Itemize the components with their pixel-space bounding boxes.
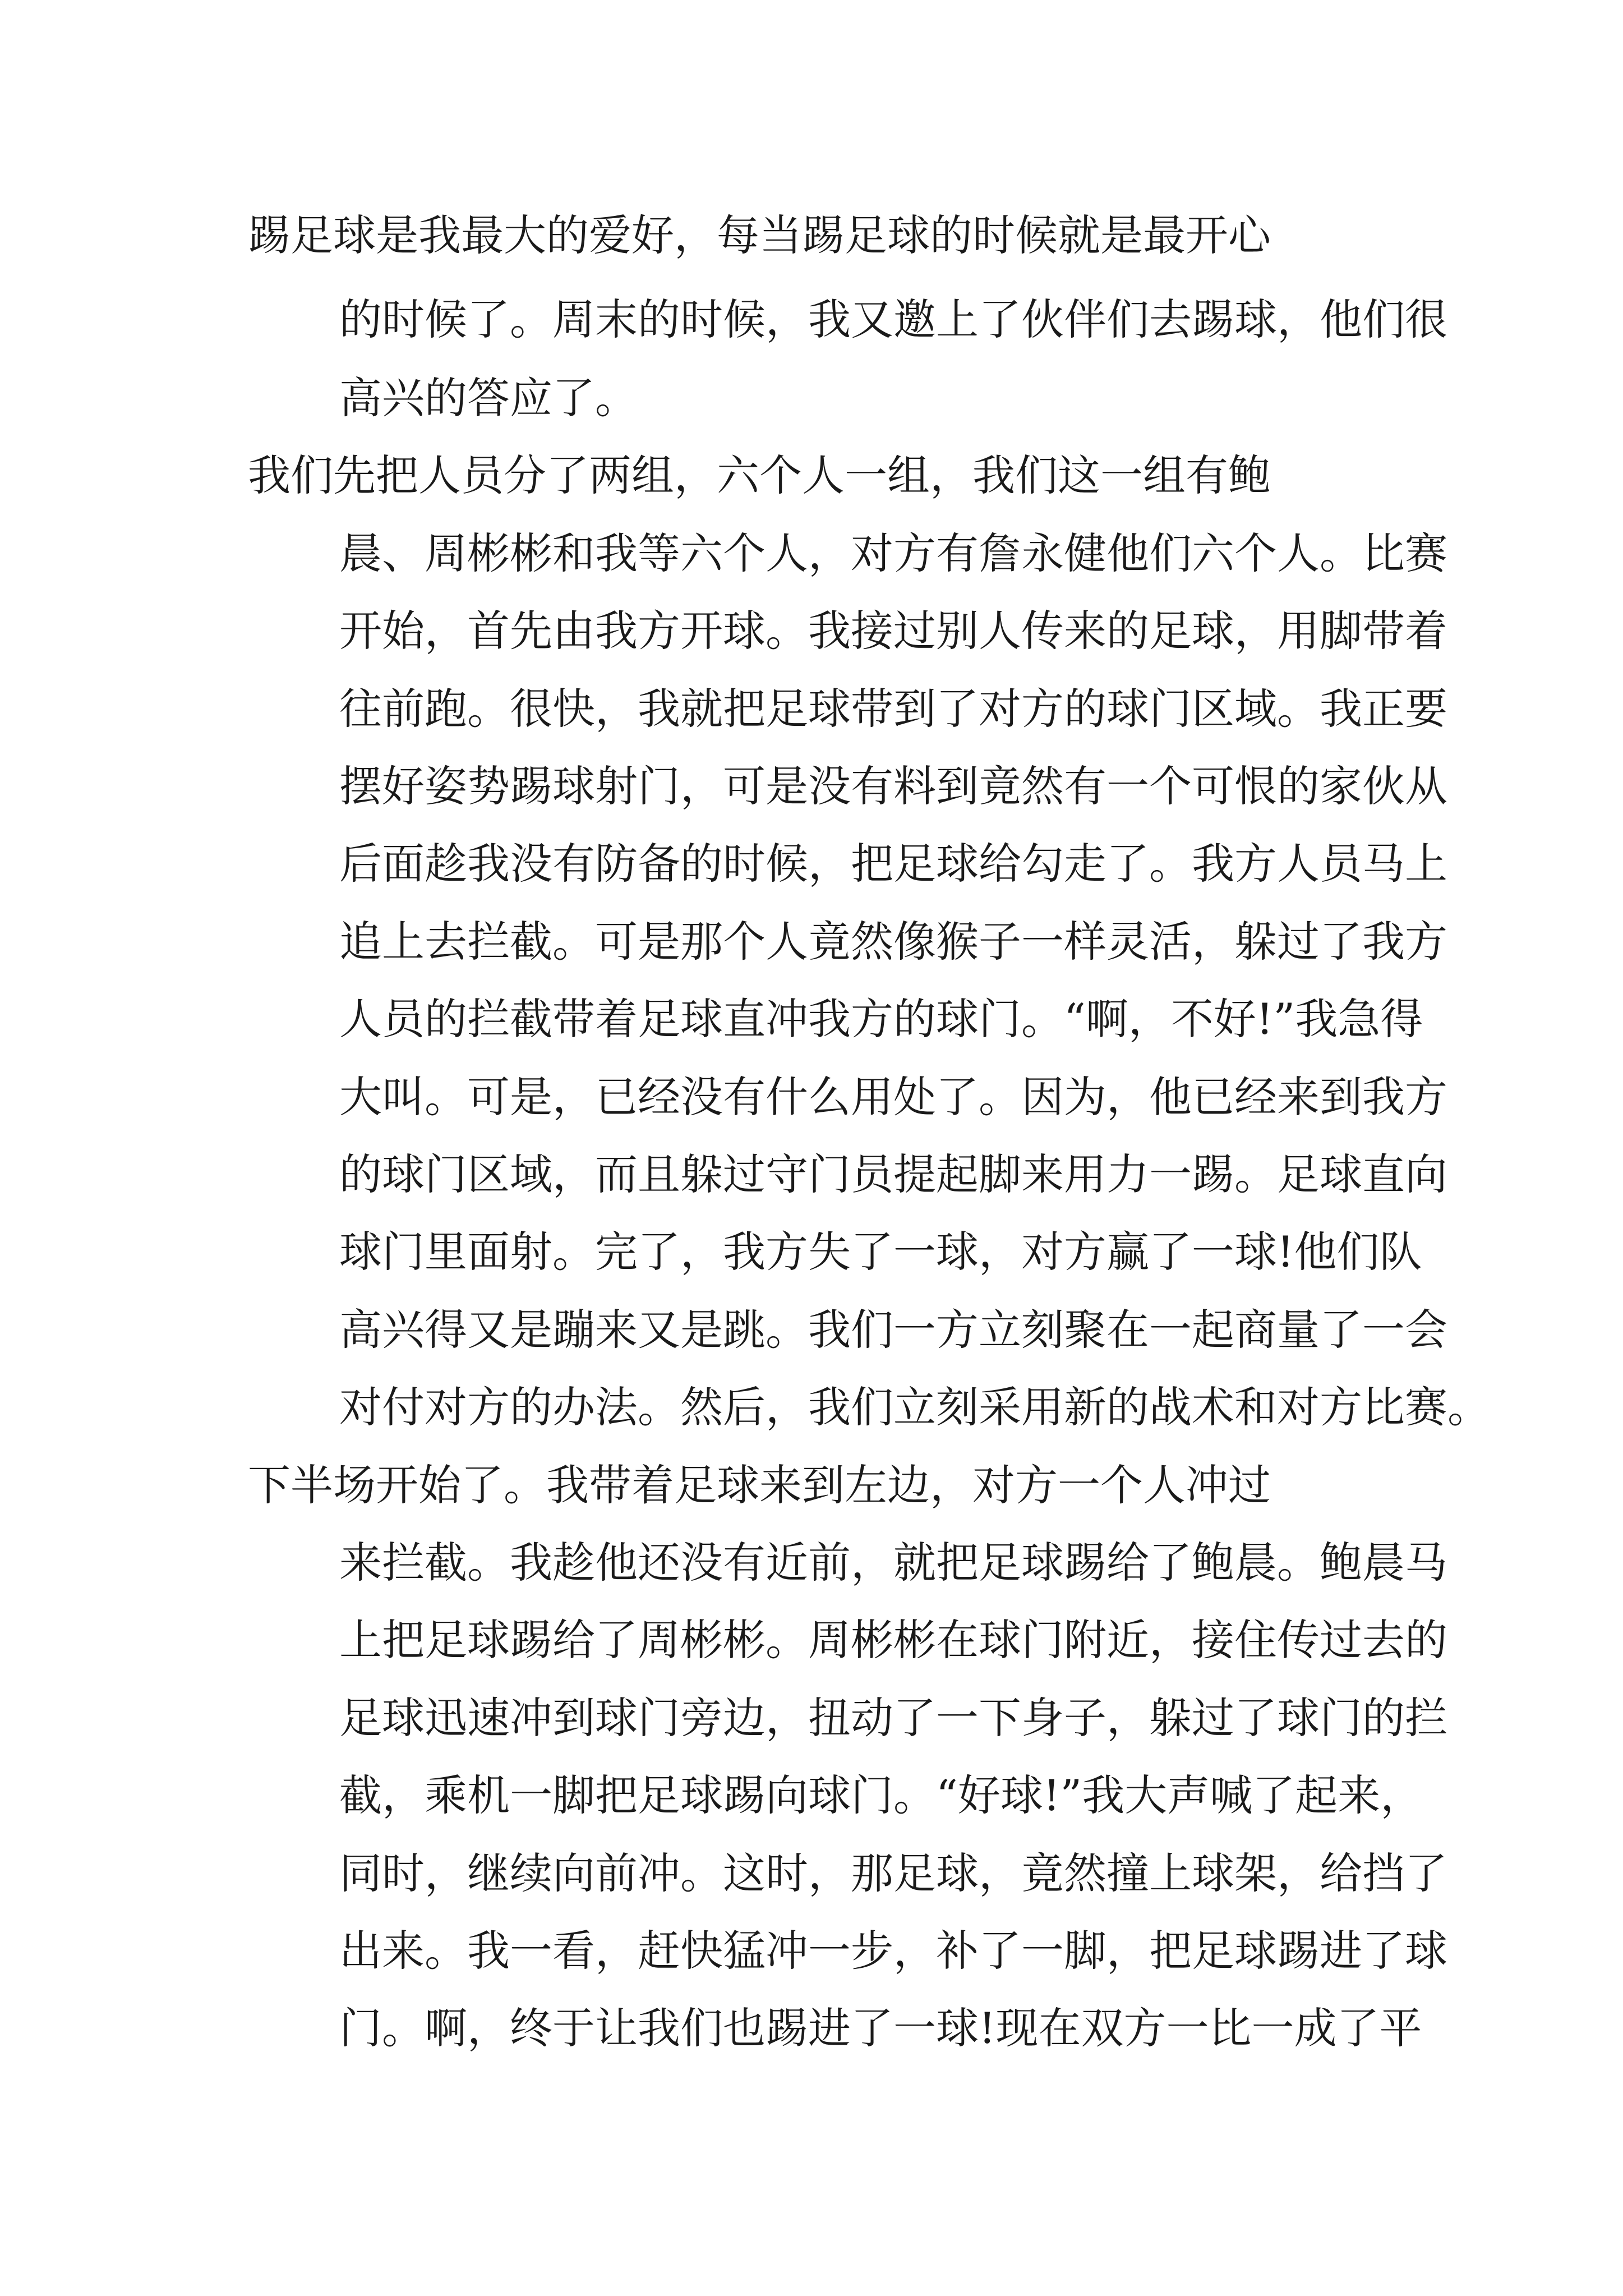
- text-line: 足球迅速冲到球门旁边，扭动了一下身子，躲过了球门的拦: [339, 1693, 1447, 1743]
- text-line: 摆好姿势踢球射门，可是没有料到竟然有一个可恨的家伙从: [339, 761, 1447, 811]
- text-line: 同时，继续向前冲。这时，那足球，竟然撞上球架，给挡了: [339, 1848, 1447, 1898]
- text-line: 来拦截。我趁他还没有近前，就把足球踢给了鲍晨。鲍晨马: [339, 1538, 1447, 1588]
- text-line: 晨、周彬彬和我等六个人，对方有詹永健他们六个人。比赛: [339, 528, 1447, 578]
- text-line: 人员的拦截带着足球直冲我方的球门。“啊，不好!”我急得: [339, 994, 1423, 1044]
- text-line: 追上去拦截。可是那个人竟然像猴子一样灵活，躲过了我方: [339, 917, 1447, 967]
- text-line: 大叫。可是，已经没有什么用处了。因为，他已经来到我方: [339, 1072, 1447, 1122]
- text-line: 高兴得又是蹦来又是跳。我们一方立刻聚在一起商量了一会: [339, 1305, 1447, 1355]
- text-line: 球门里面射。完了，我方失了一球，对方赢了一球!他们队: [339, 1227, 1422, 1277]
- text-line: 出来。我一看，赶快猛冲一步，补了一脚，把足球踢进了球: [339, 1926, 1447, 1976]
- text-line: 开始，首先由我方开球。我接过别人传来的足球，用脚带着: [339, 606, 1447, 656]
- text-line: 后面趁我没有防备的时候，把足球给勾走了。我方人员马上: [339, 839, 1447, 889]
- text-line: 踢足球是我最大的爱好，每当踢足球的时候就是最开心: [248, 210, 1271, 260]
- text-line: 往前跑。很快，我就把足球带到了对方的球门区域。我正要: [339, 684, 1447, 734]
- text-line: 我们先把人员分了两组，六个人一组，我们这一组有鲍: [248, 450, 1271, 500]
- text-line: 上把足球踢给了周彬彬。周彬彬在球门附近，接住传过去的: [339, 1615, 1447, 1665]
- text-line: 高兴的答应了。: [339, 373, 638, 423]
- text-line: 的球门区域，而且躲过守门员提起脚来用力一踢。足球直向: [339, 1149, 1447, 1199]
- text-line: 下半场开始了。我带着足球来到左边，对方一个人冲过: [248, 1460, 1271, 1510]
- text-line: 对付对方的办法。然后，我们立刻采用新的战术和对方比赛。: [339, 1382, 1490, 1432]
- text-line: 门。啊，终于让我们也踢进了一球!现在双方一比一成了平: [339, 2003, 1422, 2053]
- text-line: 的时候了。周末的时候，我又邀上了伙伴们去踢球，他们很: [339, 295, 1447, 344]
- text-line: 截，乘机一脚把足球踢向球门。“好球!”我大声喊了起来，: [339, 1770, 1423, 1820]
